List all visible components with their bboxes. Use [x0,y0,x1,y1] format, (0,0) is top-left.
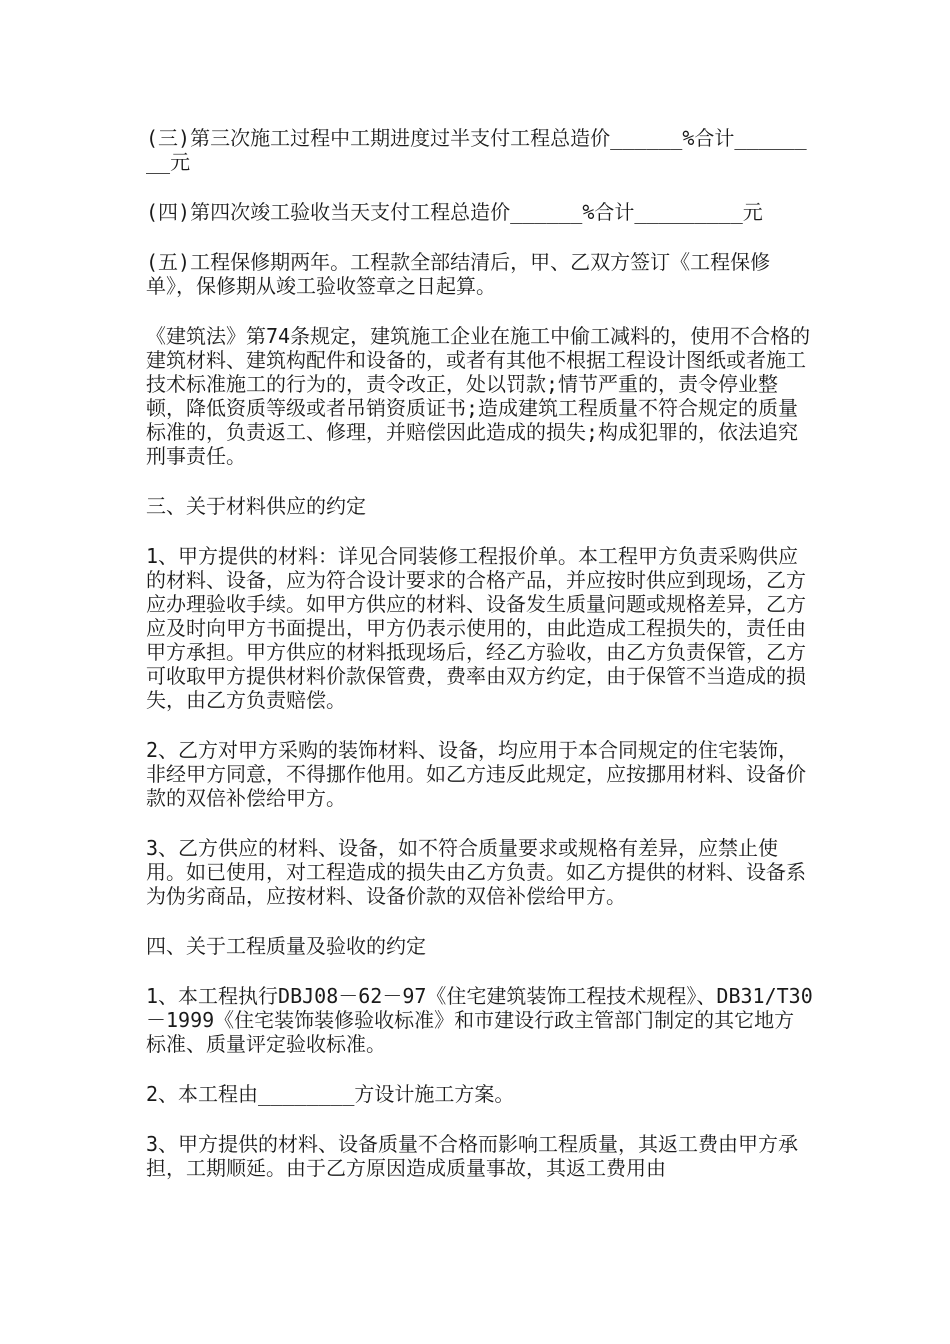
payment-clause-4: (四)第四次竣工验收当天支付工程总造价______%合计_________元 [146,200,763,224]
materials-clause-3: 3、乙方供应的材料、设备，如不符合质量要求或规格有差异，应禁止使用。如已使用，对工程造成的损失由乙方负责。如乙方提供的材料、设备系为伪劣商品，应按材料、设备价款的双倍补偿给甲方。 [146,836,806,908]
document-body [146,126,814,1206]
warranty-clause: (五)工程保修期两年。工程款全部结清后，甲、乙双方签订《工程保修单》，保修期从竣工验收签章之日起算。 [146,250,771,298]
payment-clause-3: (三)第三次施工过程中工期进度过半支付工程总造价______%合计________元 [146,126,807,174]
materials-clause-2: 2、乙方对甲方采购的装饰材料、设备，均应用于本合同规定的住宅装饰，非经甲方同意，不得挪作他用。如乙方违反此规定，应按挪用材料、设备价款的双倍补偿给甲方。 [146,738,806,810]
section-heading-materials: 三、关于材料供应的约定 [146,494,366,518]
construction-law-paragraph: 《建筑法》第74条规定，建筑施工企业在施工中偷工减料的，使用不合格的建筑材料、建筑构配件和设备的，或者有其他不根据工程设计图纸或者施工技术标准施工的行为的，责令改正，处以罚款;情节严重的，责令停业整顿，降低资质等级或者吊销资质证书;造成建筑工程质量不符合规定的质量标准的，负责返工、修理，并赔偿因此造成的损失;构成犯罪的，依法追究刑事责任。 [146,324,811,468]
quality-clause-1: 1、本工程执行DBJ08－62－97《住宅建筑装饰工程技术规程》、DB31/T30－1999《住宅装饰装修验收标准》和市建设行政主管部门制定的其它地方标准、质量评定验收标准。 [146,984,813,1056]
quality-clause-3: 3、甲方提供的材料、设备质量不合格而影响工程质量，其返工费由甲方承担，工期顺延。由于乙方原因造成质量事故，其返工费用由 [146,1132,799,1180]
quality-clause-2: 2、本工程由________方设计施工方案。 [146,1082,515,1106]
section-heading-quality: 四、关于工程质量及验收的约定 [146,934,426,958]
materials-clause-1: 1、甲方提供的材料：详见合同装修工程报价单。本工程甲方负责采购供应的材料、设备，应为符合设计要求的合格产品，并应按时供应到现场，乙方应办理验收手续。如甲方供应的材料、设备发生质量问题或规格差异，乙方应及时向甲方书面提出，甲方仍表示使用的，由此造成工程损失的，责任由甲方承担。甲方供应的材料抵现场后，经乙方验收，由乙方负责保管，乙方可收取甲方提供材料价款保管费，费率由双方约定，由于保管不当造成的损失，由乙方负责赔偿。 [146,544,806,712]
